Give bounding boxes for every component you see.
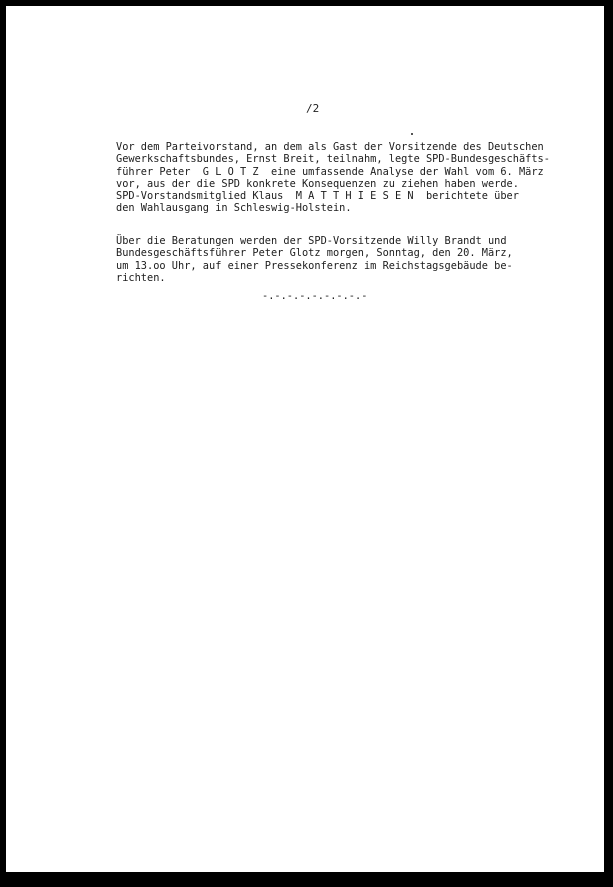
paragraph-party-board xyxy=(116,141,606,215)
paragraph-press-conference xyxy=(116,235,606,284)
paper-speck xyxy=(411,133,413,135)
text-line: vor, aus der die SPD konkrete Konsequenzen zu ziehen haben werde. xyxy=(116,177,519,190)
text-line: führer Peter G L O T Z eine umfassende Analyse der Wahl vom 6. März xyxy=(116,165,544,178)
text-line: den Wahlausgang in Schleswig-Holstein. xyxy=(116,202,352,215)
page-number: /2 xyxy=(306,102,320,115)
text-line: Bundesgeschäftsführer Peter Glotz morgen, Sonntag, den 20. März, xyxy=(116,247,513,260)
text-line: Gewerkschaftsbundes, Ernst Breit, teilnahm, legte SPD-Bundesgeschäfts- xyxy=(116,153,550,166)
text-line: Vor dem Parteivorstand, an dem als Gast der Vorsitzende des Deutschen xyxy=(116,141,544,153)
text-line: Über die Beratungen werden der SPD-Vorsitzende Willy Brandt und xyxy=(116,235,507,247)
text-line: um 13.oo Uhr, auf einer Pressekonferenz im Reichstagsgebäude be- xyxy=(116,259,513,272)
document-page xyxy=(6,6,604,872)
text-line: SPD-Vorstandsmitglied Klaus M A T T H I E S E N berichtete über xyxy=(116,190,519,203)
end-separator: -.-.-.-.-.-.-.-.- xyxy=(262,290,368,302)
text-line: richten. xyxy=(116,271,166,284)
